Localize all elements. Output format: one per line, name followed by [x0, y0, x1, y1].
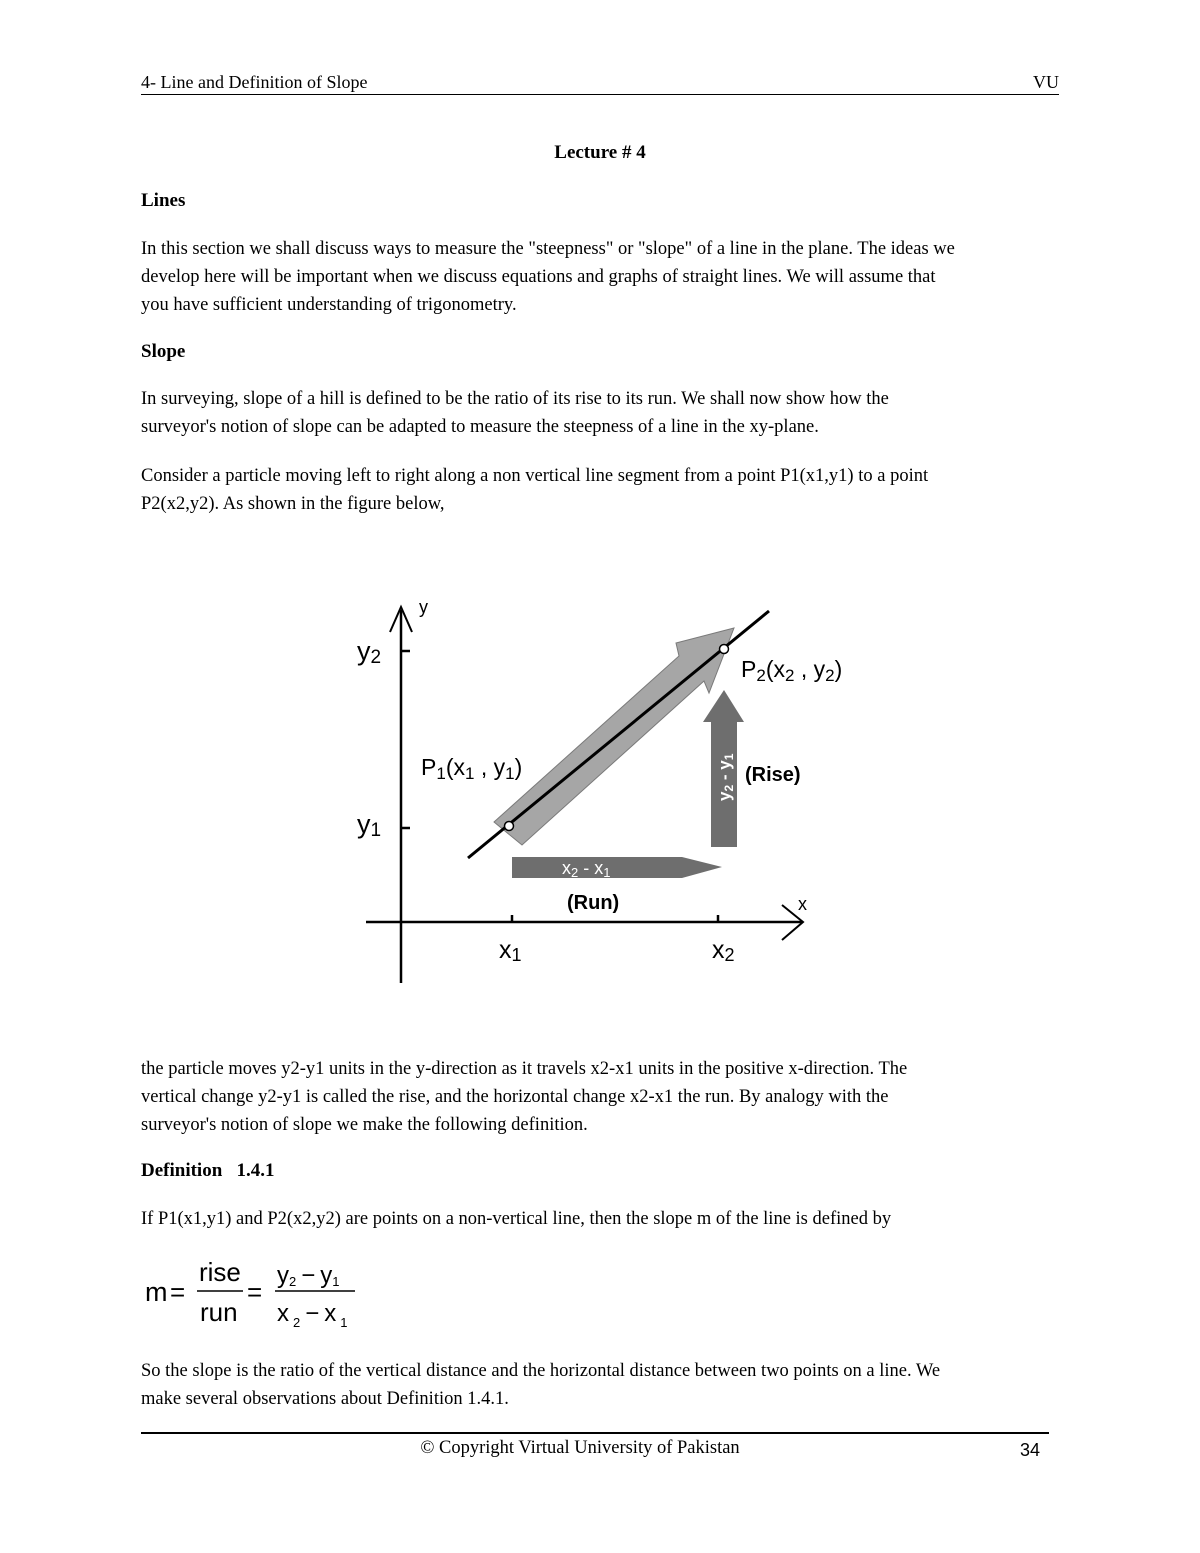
p2-y-sub: 2: [825, 666, 835, 685]
p1-sep: , y: [474, 754, 506, 780]
copyright-notice: © Copyright Virtual University of Pakistan: [420, 1438, 740, 1458]
p2-sep: , y: [794, 656, 826, 682]
axes: [366, 607, 803, 983]
paragraph-line: So the slope is the ratio of the vertical distance and the horizontal distance between two points on a line. We: [141, 1361, 941, 1381]
header-title: 4- Line and Definition of Slope: [141, 72, 368, 92]
num-y2-sub: 2: [289, 1274, 297, 1289]
y2-tick-label: [357, 636, 381, 668]
rise-y: y: [715, 791, 734, 801]
paragraph-line: In surveying, slope of a hill is defined to be the ratio of its rise to its run. We shall now show how the: [141, 389, 889, 409]
num-y1-sub: 1: [332, 1274, 340, 1289]
lecture-title: Lecture # 4: [554, 142, 646, 163]
heading-definition: Definition 1.4.1: [141, 1160, 275, 1181]
y1-sub: 1: [370, 820, 382, 841]
paragraph-line: the particle moves y2-y1 units in the y-direction as it travels x2-x1 units in the positive x-direction. The: [141, 1059, 908, 1079]
paragraph-line: Consider a particle moving left to right along a non vertical line segment from a point P1(x1,y1) to a point: [141, 466, 929, 486]
paragraph-line: surveyor's notion of slope can be adapted to measure the steepness of a line in the xy-plane.: [141, 417, 819, 437]
header-vu: VU: [1033, 72, 1059, 92]
p1-y-sub: 1: [505, 764, 515, 783]
x2-letter: x: [712, 936, 725, 964]
rise-mid: - y: [715, 760, 734, 785]
paragraph-line: you have sufficient understanding of trigonometry.: [141, 295, 517, 315]
den-x2-sub: 2: [293, 1315, 301, 1330]
x1-tick-label: [499, 936, 522, 965]
paragraph-after-figure: [141, 1055, 1071, 1139]
definition-text: If P1(x1,y1) and P2(x2,y2) are points on a non-vertical line, then the slope m of the line is defined by: [141, 1209, 892, 1229]
x2-tick-label: [712, 936, 735, 965]
paragraph-line: surveyor's notion of slope we make the following definition.: [141, 1115, 588, 1135]
paragraph-line: develop here will be important when we discuss equations and graphs of straight lines. We will assume that: [141, 267, 936, 287]
p2-label: [741, 656, 842, 685]
point-p1: [505, 822, 514, 831]
formula-run: run: [200, 1297, 238, 1327]
rise-sub1: 1: [722, 753, 736, 761]
paragraph-line: make several observations about Definition 1.4.1.: [141, 1389, 509, 1409]
den-x1: x: [324, 1300, 337, 1327]
run-x: x: [562, 858, 571, 878]
rise-caption: (Rise): [745, 764, 801, 786]
run-mid: - x: [578, 858, 604, 878]
axis-x-label: x: [798, 894, 807, 914]
p2-close: ): [834, 656, 843, 682]
x1-letter: x: [499, 936, 512, 964]
den-minus: −: [305, 1300, 320, 1327]
y2-letter: y: [357, 636, 371, 666]
formula-equals-2: =: [247, 1277, 263, 1307]
p1-close: ): [514, 754, 523, 780]
slope-formula: [141, 1255, 401, 1340]
p1-sub: 1: [436, 764, 446, 783]
y2-sub: 2: [370, 647, 382, 668]
axis-y-label: y: [419, 597, 428, 617]
point-p2: [720, 645, 729, 654]
p1-open: (x: [445, 754, 465, 780]
p2-open: (x: [765, 656, 785, 682]
num-minus: −: [301, 1262, 316, 1289]
x2-sub: 2: [724, 945, 735, 965]
formula-numerator: [277, 1262, 339, 1289]
heading-lines: Lines: [141, 190, 186, 211]
run-sub2: 2: [571, 865, 579, 880]
p2-sub: 2: [756, 666, 766, 685]
den-x1-sub: 1: [340, 1315, 348, 1330]
paragraph-closing: [141, 1357, 1071, 1413]
y1-tick-label: [357, 809, 381, 841]
formula-denominator: [277, 1300, 347, 1330]
p1-letter: P: [421, 754, 437, 780]
run-caption: (Run): [567, 892, 620, 914]
footer-rule: [141, 1432, 1049, 1434]
rise-sub2: 2: [722, 784, 736, 792]
heading-slope: Slope: [141, 341, 186, 362]
run-sub1: 1: [603, 865, 611, 880]
y1-letter: y: [357, 809, 371, 839]
page-number: 34: [1020, 1440, 1041, 1460]
num-y2: y: [277, 1262, 289, 1289]
formula-rise: rise: [199, 1257, 241, 1287]
p1-x-sub: 1: [464, 764, 475, 783]
p2-x-sub: 2: [784, 666, 795, 685]
run-arrow-label: [562, 858, 610, 880]
num-y1: y: [320, 1262, 333, 1289]
rise-arrow-label: [715, 753, 736, 801]
paragraph-line: P2(x2,y2). As shown in the figure below,: [141, 494, 445, 514]
paragraph-line: In this section we shall discuss ways to measure the "steepness" or "slope" of a line in the plane. The ideas we: [141, 239, 955, 259]
p2-letter: P: [741, 656, 757, 682]
formula-equals-1: =: [170, 1277, 186, 1307]
x1-sub: 1: [511, 945, 522, 965]
formula-m: m: [145, 1277, 168, 1307]
den-x2: x: [277, 1300, 289, 1327]
p1-label: [421, 754, 522, 783]
paragraph-line: vertical change y2-y1 is called the rise, and the horizontal change x2-x1 the run. By analogy with the: [141, 1087, 889, 1107]
run-arrow: [512, 857, 722, 878]
